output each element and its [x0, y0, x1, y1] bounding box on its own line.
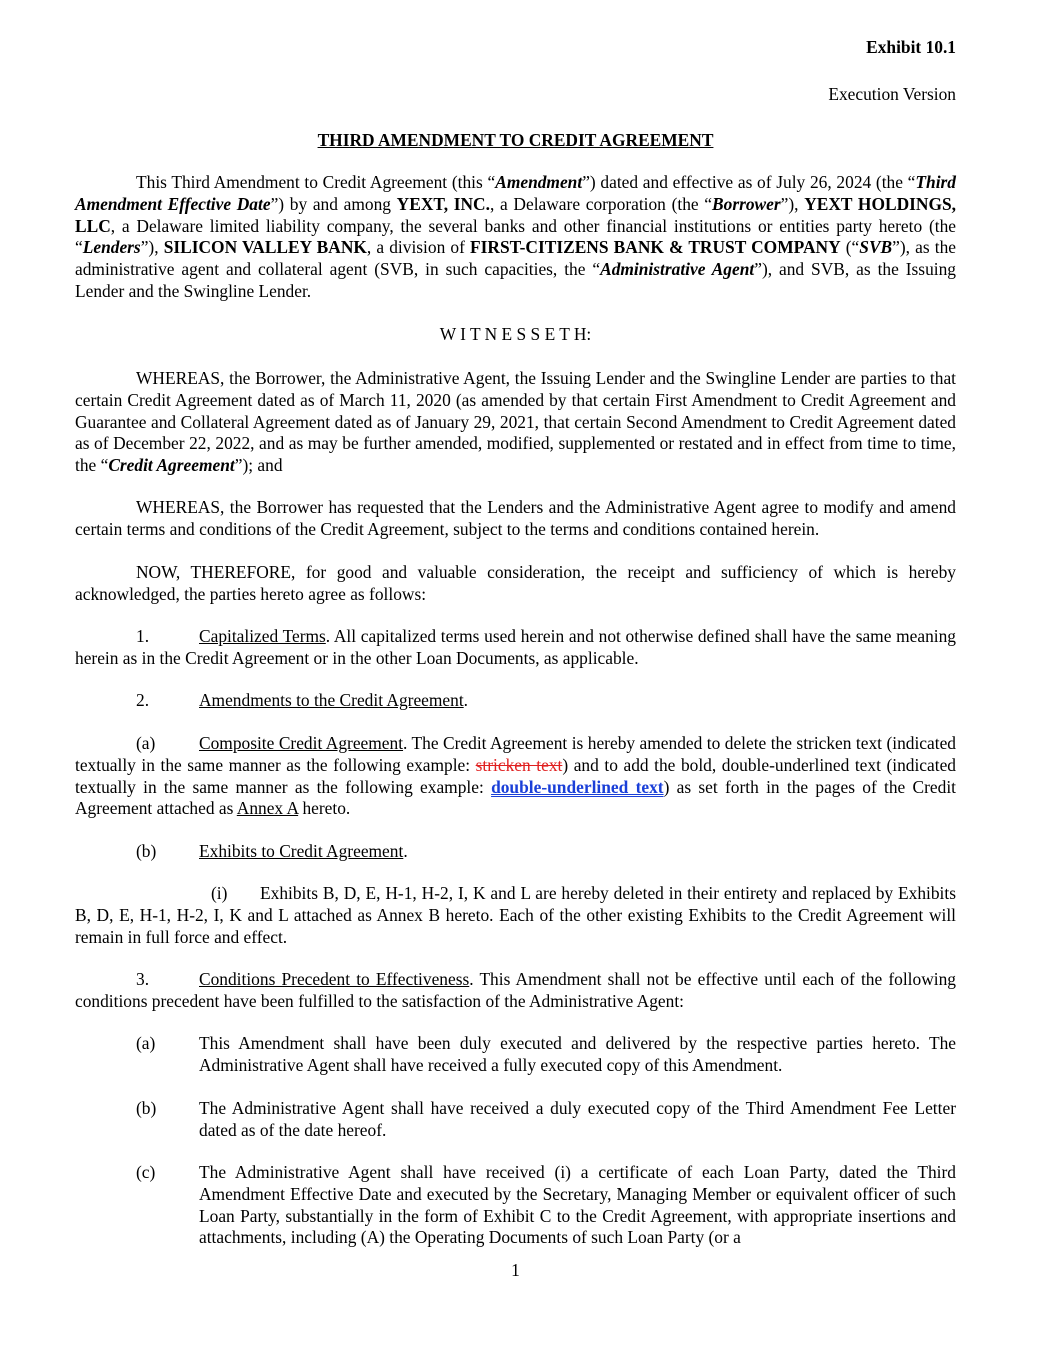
section-3-number: 3.: [136, 969, 150, 989]
section-3b-number: (b): [136, 1098, 157, 1118]
annex-a-reference: Annex A: [236, 798, 299, 819]
section-2a-paragraph: Composite Credit Agreement. The Credit Agreement is hereby amended to delete the stricken text (indicated textually in the same manner as the following example: stricken text) and to add the bold, double-underlined text (indicated textually in the same manner as the following example: double-underlined text) as set forth in the pages of the Credit Agreement attached as Annex A hereto.: [75, 733, 957, 819]
section-2-number: 2.: [136, 690, 150, 710]
section-2b-heading: Exhibits to Credit Agreement: [199, 841, 404, 861]
section-3c-number: (c): [136, 1162, 156, 1182]
section-3a-paragraph: This Amendment shall have been duly executed and delivered by the respective parties hereto. The Administrative Agent shall have received a fully executed copy of this Amendment.: [199, 1033, 956, 1075]
section-3-paragraph: Conditions Precedent to Effectiveness. This Amendment shall not be effective until each of the following conditions precedent have been fulfilled to the satisfaction of the Administrative Agent:: [75, 969, 956, 1011]
section-1-paragraph: Capitalized Terms. All capitalized terms used herein and not otherwise defined shall have the same meaning herein as in the Credit Agreement or in the other Loan Documents, as applicable.: [75, 626, 956, 668]
section-2-paragraph: Amendments to the Credit Agreement.: [199, 690, 469, 710]
page-number: 1: [511, 1260, 520, 1280]
double-underlined-text-example: double-underlined text: [491, 776, 664, 797]
section-3c-paragraph: The Administrative Agent shall have received (i) a certificate of each Loan Party, dated the Third Amendment Effective Date and executed by the Secretary, Managing Member or equivalent officer of such Loan Party, substantially in the form of Exhibit C to the Credit Agreement, with appropriate insertions and attachments, including (A) the Operating Documents of such Loan Party (or a: [199, 1162, 956, 1248]
section-2-heading: Amendments to the Credit Agreement: [199, 690, 464, 710]
section-2b-paragraph: Exhibits to Credit Agreement.: [199, 841, 408, 861]
witnesseth-heading: W I T N E S S E T H:: [439, 324, 592, 344]
exhibit-label: Exhibit 10.1: [866, 37, 956, 57]
whereas-paragraph-1: WHEREAS, the Borrower, the Administrative Agent, the Issuing Lender and the Swingline Lender are parties to that certain Credit Agreement dated as of March 11, 2020 (as amended by that certain First Amendment to Credit Agreement and Guarantee and Collateral Agreement dated as of January 29, 2021, that certain Second Amendment to Credit Agreement dated as of December 22, 2022, and as may be further amended, modified, supplemented or restated and in effect from time to time, the “Credit Agreement”); and: [75, 368, 956, 476]
section-2a-number: (a): [136, 733, 156, 753]
section-2bi-paragraph: Exhibits B, D, E, H-1, H-2, I, K and L are hereby deleted in their entirety and replaced by Exhibits B, D, E, H-1, H-2, I, K and L attached as Annex B hereto. Each of the other existing Exhibits to the Credit Agreement will remain in full force and effect.: [75, 883, 956, 947]
section-3b-paragraph: The Administrative Agent shall have received a duly executed copy of the Third Amendment Fee Letter dated as of the date hereof.: [199, 1098, 956, 1140]
version-label: Execution Version: [828, 84, 956, 104]
section-3-heading: Conditions Precedent to Effectiveness: [199, 969, 470, 989]
document-title: THIRD AMENDMENT TO CREDIT AGREEMENT: [317, 130, 714, 150]
stricken-text-example: stricken text: [475, 754, 563, 775]
section-2bi-number: (i): [211, 883, 228, 903]
section-1-number: 1.: [136, 626, 150, 646]
section-2a-heading: Composite Credit Agreement: [199, 733, 404, 753]
whereas-paragraph-2: WHEREAS, the Borrower has requested that the Lenders and the Administrative Agent agree to modify and amend certain terms and conditions of the Credit Agreement, subject to the terms and conditions contained herein.: [75, 497, 956, 539]
section-2b-number: (b): [136, 841, 157, 861]
section-1-heading: Capitalized Terms: [199, 626, 326, 646]
now-therefore-paragraph: NOW, THEREFORE, for good and valuable consideration, the receipt and sufficiency of which is hereby acknowledged, the parties hereto agree as follows:: [75, 562, 956, 604]
intro-paragraph: This Third Amendment to Credit Agreement (this “Amendment”) dated and effective as of July 26, 2024 (the “Third Amendment Effective Date”) by and among YEXT, INC., a Delaware corporation (the “Borrower”), YEXT HOLDINGS, LLC, a Delaware limited liability company, the several banks and other financial institutions or entities party hereto (the “Lenders”), SILICON VALLEY BANK, a division of FIRST-CITIZENS BANK & TRUST COMPANY (“SVB”), as the administrative agent and collateral agent (SVB, in such capacities, the “Administrative Agent”), and SVB, as the Issuing Lender and the Swingline Lender.: [75, 172, 956, 301]
section-3a-number: (a): [136, 1033, 156, 1053]
